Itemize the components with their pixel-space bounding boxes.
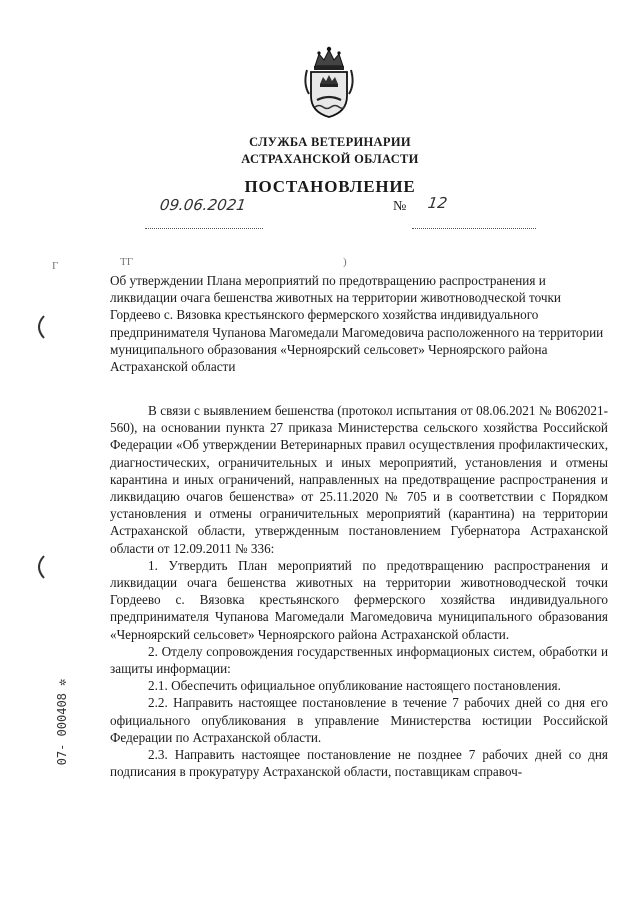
stray-mark: )	[343, 256, 347, 268]
body-item-2-3: 2.3. Направить настоящее постановление не позднее 7 рабочих дней со дня подписания в прокуратуру Астраханской области, поставщикам справоч-	[110, 747, 608, 780]
stray-mark: ТГ	[120, 256, 134, 268]
agency-name	[180, 134, 480, 168]
document-subject: Об утверждении Плана мероприятий по предотвращению распространения и ликвидации очага бешенства животных на территории животноводческой точки Гордеево с. Вязовка крестьянского фермерского хозяйства индивидуального предпринимателя Чупанова Магомедали Магомедовича расположенного на территории муниципального образования «Черноярский сельсовет» Черноярского района Астраханской области	[110, 273, 604, 375]
document-date: 09.06.2021	[158, 196, 248, 214]
agency-line-1: СЛУЖБА ВЕТЕРИНАРИИ	[249, 135, 411, 149]
number-underline	[412, 210, 536, 229]
stray-mark: Г	[52, 260, 59, 272]
body-item-2-2: 2.2. Направить настоящее постановление в течение 7 рабочих дней со дня его официального опубликования в управление Министерства юстиции Российской Федерации по Астраханской области.	[110, 695, 608, 745]
punch-hole-mark	[30, 552, 50, 582]
number-label: №	[393, 199, 407, 214]
body-item-2-1: 2.1. Обеспечить официальное опубликование настоящего постановления.	[148, 678, 561, 694]
body-item-2: 2. Отделу сопровождения государственных информационых систем, обработки и защиты информации:	[110, 643, 608, 677]
punch-hole-mark	[30, 312, 50, 342]
coat-of-arms-icon	[301, 44, 357, 120]
registration-stamp	[50, 640, 74, 805]
body-preamble: В связи с выявлением бешенства (протокол испытания от 08.06.2021 № В062021-560), на основании пункта 27 приказа Министерства сельского хозяйства Российской Федерации «Об утверждении Ветеринарных правил осуществления профилактических, диагностических, ограничительных и иных мероприятий, установления и отмены карантина и иных ограничений, направленных на предотвращение распространения и ликвидацию очагов бешенства» от 25.11.2020 № 705 и в соответствии с Порядком установления и отмены ограничительных мероприятий (карантина) на территории Астраханской области, утвержденным постановлением Губернатора Астраханской области от 12.09.2011 № 336:	[110, 403, 608, 556]
document-type-title: ПОСТАНОВЛЕНИЕ	[244, 177, 416, 196]
document-number: 12	[426, 194, 449, 212]
registration-number: 07- 000408 ✲	[55, 678, 69, 766]
agency-line-2: АСТРАХАНСКОЙ ОБЛАСТИ	[241, 152, 419, 166]
body-item-1: 1. Утвердить План мероприятий по предотвращению распространения и ликвидации очага бешенства животных на территории животноводческой точки Гордеево с. Вязовка крестьянского фермерского хозяйства индивидуального предпринимателя Чупанова Магомедали Магомедовича муниципального образования «Черноярский сельсовет» Черноярского района Астраханской области.	[110, 557, 608, 642]
document-body	[110, 402, 608, 780]
